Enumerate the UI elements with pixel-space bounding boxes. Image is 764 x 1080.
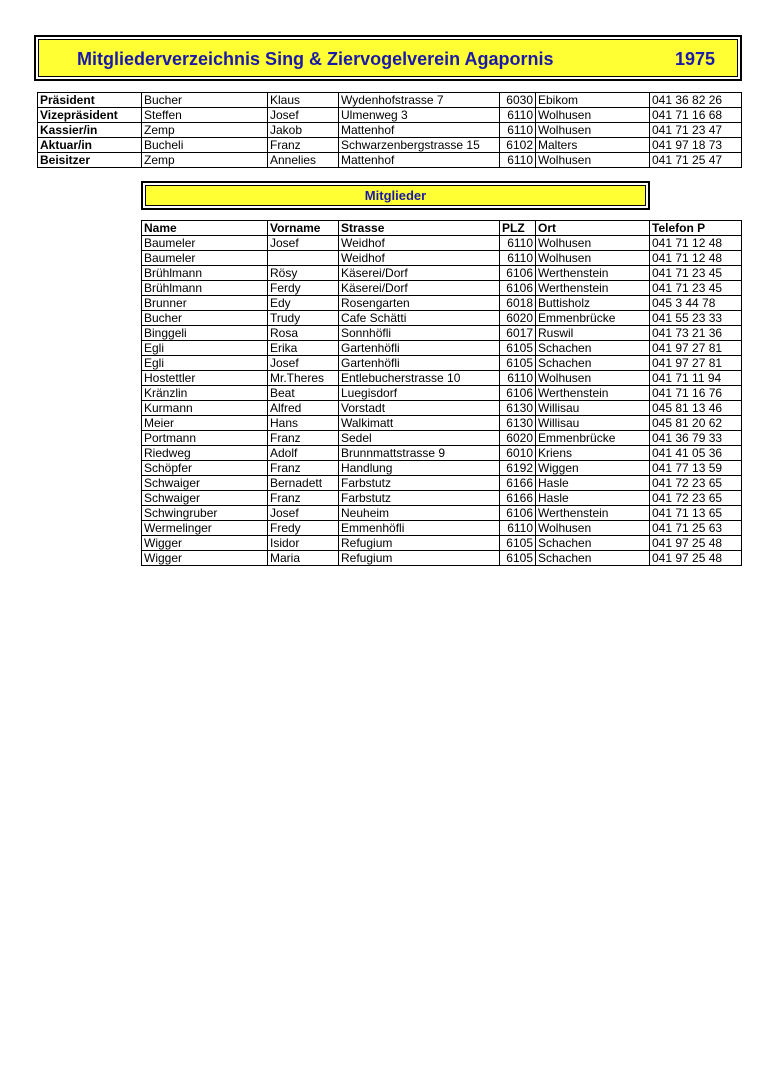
column-header-vorname: Vorname <box>268 221 339 236</box>
document-title-box <box>34 35 742 81</box>
cell-vorname: Beat <box>268 386 339 401</box>
cell-strasse: Farbstutz <box>339 491 500 506</box>
cell-vorname: Rosa <box>268 326 339 341</box>
cell-name: Baumeler <box>142 236 268 251</box>
cell-strasse: Entlebucherstrasse 10 <box>339 371 500 386</box>
cell-telefon: 041 71 23 47 <box>650 123 742 138</box>
cell-telefon: 041 71 25 63 <box>650 521 742 536</box>
cell-vorname: Rösy <box>268 266 339 281</box>
cell-vorname: Jakob <box>268 123 339 138</box>
member-row <box>142 521 742 536</box>
cell-vorname: Annelies <box>268 153 339 168</box>
document-title-banner <box>38 39 738 77</box>
cell-telefon: 041 72 23 65 <box>650 491 742 506</box>
cell-name: Wigger <box>142 536 268 551</box>
member-row <box>142 431 742 446</box>
cell-strasse: Mattenhof <box>339 153 500 168</box>
cell-strasse: Schwarzenbergstrasse 15 <box>339 138 500 153</box>
member-row <box>142 341 742 356</box>
cell-name: Meier <box>142 416 268 431</box>
cell-plz: 6020 <box>500 431 536 446</box>
cell-vorname: Isidor <box>268 536 339 551</box>
cell-plz: 6018 <box>500 296 536 311</box>
column-header-telefon: Telefon P <box>650 221 742 236</box>
cell-telefon: 041 97 25 48 <box>650 536 742 551</box>
cell-telefon: 041 71 16 68 <box>650 108 742 123</box>
cell-name: Egli <box>142 356 268 371</box>
cell-telefon: 041 73 21 36 <box>650 326 742 341</box>
cell-telefon: 041 97 18 73 <box>650 138 742 153</box>
board-table <box>37 92 742 168</box>
member-row <box>142 311 742 326</box>
cell-ort: Emmenbrücke <box>536 311 650 326</box>
cell-strasse: Wydenhofstrasse 7 <box>339 93 500 108</box>
cell-vorname: Franz <box>268 491 339 506</box>
cell-vorname: Trudy <box>268 311 339 326</box>
board-row <box>38 108 742 123</box>
member-row <box>142 551 742 566</box>
cell-ort: Hasle <box>536 491 650 506</box>
cell-plz: 6166 <box>500 476 536 491</box>
cell-telefon: 041 97 27 81 <box>650 341 742 356</box>
cell-ort: Kriens <box>536 446 650 461</box>
cell-telefon: 045 81 13 46 <box>650 401 742 416</box>
cell-strasse: Käserei/Dorf <box>339 281 500 296</box>
cell-name: Hostettler <box>142 371 268 386</box>
cell-telefon: 041 71 23 45 <box>650 281 742 296</box>
cell-name: Kränzlin <box>142 386 268 401</box>
cell-ort: Willisau <box>536 416 650 431</box>
cell-plz: 6110 <box>500 236 536 251</box>
cell-telefon: 041 71 12 48 <box>650 236 742 251</box>
cell-ort: Schachen <box>536 536 650 551</box>
cell-name: Bucher <box>142 93 268 108</box>
cell-strasse: Refugium <box>339 551 500 566</box>
cell-ort: Wolhusen <box>536 123 650 138</box>
cell-name: Schöpfer <box>142 461 268 476</box>
cell-name: Schwaiger <box>142 491 268 506</box>
cell-plz: 6105 <box>500 536 536 551</box>
cell-ort: Werthenstein <box>536 266 650 281</box>
cell-ort: Buttisholz <box>536 296 650 311</box>
cell-strasse: Gartenhöfli <box>339 356 500 371</box>
member-row <box>142 416 742 431</box>
cell-name: Schwingruber <box>142 506 268 521</box>
cell-name: Brühlmann <box>142 266 268 281</box>
cell-vorname: Franz <box>268 138 339 153</box>
cell-telefon: 041 36 82 26 <box>650 93 742 108</box>
cell-ort: Malters <box>536 138 650 153</box>
cell-strasse: Sonnhöfli <box>339 326 500 341</box>
cell-vorname: Adolf <box>268 446 339 461</box>
column-header-strasse: Strasse <box>339 221 500 236</box>
cell-telefon: 041 97 27 81 <box>650 356 742 371</box>
cell-strasse: Rosengarten <box>339 296 500 311</box>
cell-strasse: Cafe Schätti <box>339 311 500 326</box>
cell-vorname: Franz <box>268 461 339 476</box>
board-row <box>38 138 742 153</box>
cell-plz: 6110 <box>500 108 536 123</box>
cell-ort: Werthenstein <box>536 506 650 521</box>
cell-vorname: Alfred <box>268 401 339 416</box>
cell-vorname: Klaus <box>268 93 339 108</box>
members-header-row <box>142 221 742 236</box>
member-row <box>142 296 742 311</box>
cell-plz: 6102 <box>500 138 536 153</box>
member-row <box>142 461 742 476</box>
cell-strasse: Brunnmattstrasse 9 <box>339 446 500 461</box>
cell-strasse: Vorstadt <box>339 401 500 416</box>
cell-vorname: Josef <box>268 108 339 123</box>
cell-telefon: 041 71 25 47 <box>650 153 742 168</box>
column-header-ort: Ort <box>536 221 650 236</box>
cell-ort: Werthenstein <box>536 281 650 296</box>
cell-plz: 6110 <box>500 371 536 386</box>
cell-plz: 6130 <box>500 416 536 431</box>
members-section-box <box>141 181 650 210</box>
cell-plz: 6105 <box>500 356 536 371</box>
cell-vorname: Franz <box>268 431 339 446</box>
member-row <box>142 506 742 521</box>
cell-strasse: Sedel <box>339 431 500 446</box>
cell-vorname: Ferdy <box>268 281 339 296</box>
cell-strasse: Käserei/Dorf <box>339 266 500 281</box>
cell-plz: 6192 <box>500 461 536 476</box>
board-row <box>38 123 742 138</box>
cell-name: Bucher <box>142 311 268 326</box>
cell-telefon: 041 71 11 94 <box>650 371 742 386</box>
cell-ort: Wolhusen <box>536 371 650 386</box>
cell-ort: Schachen <box>536 551 650 566</box>
cell-strasse: Ulmenweg 3 <box>339 108 500 123</box>
member-row <box>142 281 742 296</box>
members-section-title: Mitglieder <box>145 185 646 206</box>
cell-name: Schwaiger <box>142 476 268 491</box>
cell-role: Präsident <box>38 93 142 108</box>
cell-vorname: Mr.Theres <box>268 371 339 386</box>
cell-strasse: Weidhof <box>339 236 500 251</box>
member-row <box>142 536 742 551</box>
cell-plz: 6010 <box>500 446 536 461</box>
board-row <box>38 153 742 168</box>
cell-ort: Ebikom <box>536 93 650 108</box>
cell-plz: 6110 <box>500 153 536 168</box>
cell-plz: 6106 <box>500 386 536 401</box>
cell-ort: Werthenstein <box>536 386 650 401</box>
member-row <box>142 491 742 506</box>
cell-strasse: Walkimatt <box>339 416 500 431</box>
cell-plz: 6106 <box>500 506 536 521</box>
cell-ort: Ruswil <box>536 326 650 341</box>
member-row <box>142 401 742 416</box>
cell-name: Kurmann <box>142 401 268 416</box>
column-header-plz: PLZ <box>500 221 536 236</box>
cell-name: Steffen <box>142 108 268 123</box>
column-header-name: Name <box>142 221 268 236</box>
cell-telefon: 041 71 23 45 <box>650 266 742 281</box>
cell-role: Beisitzer <box>38 153 142 168</box>
cell-telefon: 041 36 79 33 <box>650 431 742 446</box>
document-title: Mitgliederverzeichnis Sing & Ziervogelverein Agapornis <box>77 49 554 69</box>
cell-vorname: Fredy <box>268 521 339 536</box>
cell-ort: Wolhusen <box>536 236 650 251</box>
cell-vorname: Josef <box>268 356 339 371</box>
cell-plz: 6110 <box>500 251 536 266</box>
cell-strasse: Neuheim <box>339 506 500 521</box>
cell-telefon: 041 41 05 36 <box>650 446 742 461</box>
cell-name: Wigger <box>142 551 268 566</box>
cell-strasse: Refugium <box>339 536 500 551</box>
cell-ort: Wolhusen <box>536 153 650 168</box>
member-row <box>142 266 742 281</box>
cell-plz: 6110 <box>500 521 536 536</box>
cell-telefon: 041 71 12 48 <box>650 251 742 266</box>
members-table <box>141 220 742 566</box>
cell-vorname: Josef <box>268 236 339 251</box>
board-row <box>38 93 742 108</box>
cell-role: Kassier/in <box>38 123 142 138</box>
cell-strasse: Emmenhöfli <box>339 521 500 536</box>
cell-name: Portmann <box>142 431 268 446</box>
cell-vorname: Bernadett <box>268 476 339 491</box>
member-row <box>142 251 742 266</box>
cell-name: Egli <box>142 341 268 356</box>
member-row <box>142 386 742 401</box>
cell-role: Vizepräsident <box>38 108 142 123</box>
cell-ort: Wiggen <box>536 461 650 476</box>
cell-telefon: 045 3 44 78 <box>650 296 742 311</box>
cell-telefon: 041 97 25 48 <box>650 551 742 566</box>
cell-vorname <box>268 251 339 266</box>
cell-name: Zemp <box>142 123 268 138</box>
cell-plz: 6020 <box>500 311 536 326</box>
member-row <box>142 356 742 371</box>
cell-vorname: Erika <box>268 341 339 356</box>
cell-plz: 6130 <box>500 401 536 416</box>
member-row <box>142 326 742 341</box>
cell-name: Baumeler <box>142 251 268 266</box>
cell-name: Zemp <box>142 153 268 168</box>
cell-plz: 6105 <box>500 551 536 566</box>
cell-name: Brühlmann <box>142 281 268 296</box>
cell-ort: Schachen <box>536 356 650 371</box>
cell-strasse: Weidhof <box>339 251 500 266</box>
cell-plz: 6106 <box>500 281 536 296</box>
cell-ort: Wolhusen <box>536 521 650 536</box>
cell-name: Bucheli <box>142 138 268 153</box>
member-row <box>142 476 742 491</box>
cell-role: Aktuar/in <box>38 138 142 153</box>
member-row <box>142 236 742 251</box>
cell-plz: 6017 <box>500 326 536 341</box>
cell-plz: 6030 <box>500 93 536 108</box>
cell-telefon: 041 77 13 59 <box>650 461 742 476</box>
cell-ort: Wolhusen <box>536 251 650 266</box>
cell-telefon: 045 81 20 62 <box>650 416 742 431</box>
cell-name: Brunner <box>142 296 268 311</box>
cell-telefon: 041 71 16 76 <box>650 386 742 401</box>
cell-ort: Emmenbrücke <box>536 431 650 446</box>
cell-strasse: Gartenhöfli <box>339 341 500 356</box>
cell-ort: Schachen <box>536 341 650 356</box>
cell-vorname: Edy <box>268 296 339 311</box>
cell-name: Wermelinger <box>142 521 268 536</box>
cell-ort: Willisau <box>536 401 650 416</box>
cell-vorname: Maria <box>268 551 339 566</box>
cell-strasse: Luegisdorf <box>339 386 500 401</box>
cell-strasse: Mattenhof <box>339 123 500 138</box>
cell-strasse: Farbstutz <box>339 476 500 491</box>
cell-plz: 6166 <box>500 491 536 506</box>
cell-name: Riedweg <box>142 446 268 461</box>
cell-vorname: Josef <box>268 506 339 521</box>
cell-plz: 6106 <box>500 266 536 281</box>
member-row <box>142 371 742 386</box>
cell-vorname: Hans <box>268 416 339 431</box>
cell-telefon: 041 55 23 33 <box>650 311 742 326</box>
cell-plz: 6110 <box>500 123 536 138</box>
cell-plz: 6105 <box>500 341 536 356</box>
document-year: 1975 <box>674 49 715 69</box>
cell-ort: Hasle <box>536 476 650 491</box>
member-row <box>142 446 742 461</box>
cell-name: Binggeli <box>142 326 268 341</box>
cell-strasse: Handlung <box>339 461 500 476</box>
cell-ort: Wolhusen <box>536 108 650 123</box>
cell-telefon: 041 72 23 65 <box>650 476 742 491</box>
cell-telefon: 041 71 13 65 <box>650 506 742 521</box>
